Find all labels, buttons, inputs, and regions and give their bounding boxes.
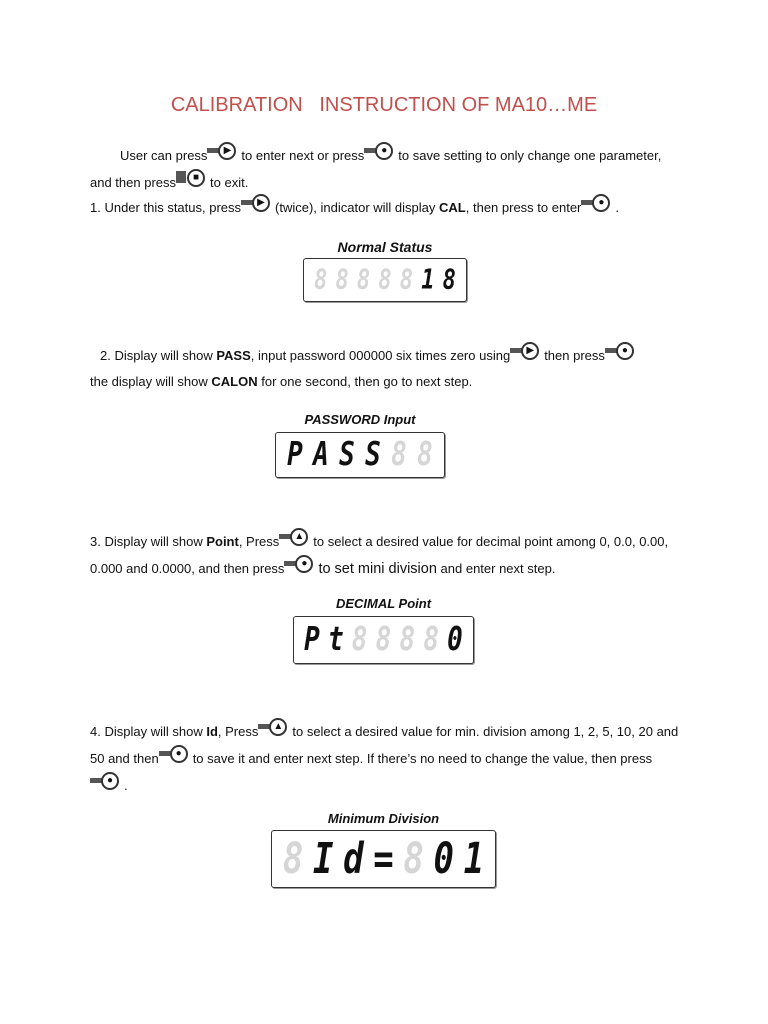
display-digit: 8	[399, 621, 416, 659]
display-digit: 8	[399, 264, 414, 296]
record-icon: ●	[605, 342, 639, 364]
normal-status-caption: Normal Status	[337, 239, 433, 255]
step-3-paragraph: 3. Display will show Point, Press ▲ to select a desired value for decimal point among 0, 0.0, 0.00, 0.000 and 0.0000, and then press ● to set mini division and enter next step.	[90, 528, 680, 582]
display-digit: 1	[463, 834, 485, 884]
step-1-paragraph: 1. Under this status, press ▶ (twice), indicator will display CAL, then press to enter ● .	[90, 194, 680, 221]
display-digit: 0	[433, 834, 455, 884]
decimal-point-caption: DECIMAL Point	[335, 596, 432, 611]
normal-status-display	[303, 258, 467, 302]
display-digit: A	[313, 436, 329, 474]
step-2-paragraph: 2. Display will show PASS, input password 000000 six times zero using ▶ then press ● the display will show CALON for one second, then go to next step.	[90, 342, 680, 395]
intro-paragraph: User can press ▶ to enter next or press ● to save setting to only change one parameter, and then press ■ to exit.	[90, 142, 680, 196]
password-input-display	[275, 432, 445, 478]
display-digit: =	[373, 834, 394, 884]
play-icon: ▶	[510, 342, 544, 364]
display-digit: 8	[442, 264, 456, 296]
display-digit: 8	[403, 834, 424, 884]
display-digit: P	[304, 621, 320, 659]
decimal-point-display	[293, 616, 474, 664]
record-icon: ●	[364, 142, 398, 164]
record-icon: ●	[159, 745, 193, 767]
display-digit: 8	[282, 834, 304, 884]
play-icon: ▶	[207, 142, 241, 164]
password-input-caption: PASSWORD Input	[304, 412, 416, 427]
display-digit: 8	[351, 621, 368, 659]
record-icon: ●	[284, 555, 318, 577]
minimum-division-caption: Minimum Division	[327, 811, 440, 826]
display-digit: 8	[375, 621, 392, 659]
display-digit: 8	[335, 264, 349, 296]
record-icon: ●	[581, 194, 615, 216]
up-arrow-icon: ▲	[279, 528, 313, 550]
display-digit: S	[339, 436, 355, 474]
display-digit: 8	[423, 621, 439, 659]
stop-icon: ■	[176, 169, 210, 191]
display-digit: I	[312, 834, 334, 884]
display-digit: 8	[391, 436, 407, 474]
minimum-division-display	[271, 830, 496, 888]
display-digit: 8	[378, 264, 392, 296]
display-digit: 8	[356, 264, 371, 296]
display-digit: 1	[421, 264, 435, 296]
page-title: CALIBRATION INSTRUCTION OF MA10…ME	[170, 94, 598, 116]
display-digit: S	[365, 436, 381, 474]
display-digit: 0	[447, 621, 463, 659]
display-digit: 8	[417, 436, 433, 474]
play-icon: ▶	[241, 194, 275, 216]
up-arrow-icon: ▲	[258, 718, 292, 740]
display-digit: 8	[314, 264, 328, 296]
display-digit: d	[343, 834, 364, 884]
display-digit: P	[287, 436, 303, 474]
step-4-paragraph: 4. Display will show Id, Press ▲ to select a desired value for min. division among 1, 2, 5, 10, 20 and 50 and then ● to save it and enter next step. If there’s no need to change the value, then press ● .	[90, 718, 680, 799]
display-digit: t	[327, 621, 344, 659]
record-icon: ●	[90, 772, 124, 794]
